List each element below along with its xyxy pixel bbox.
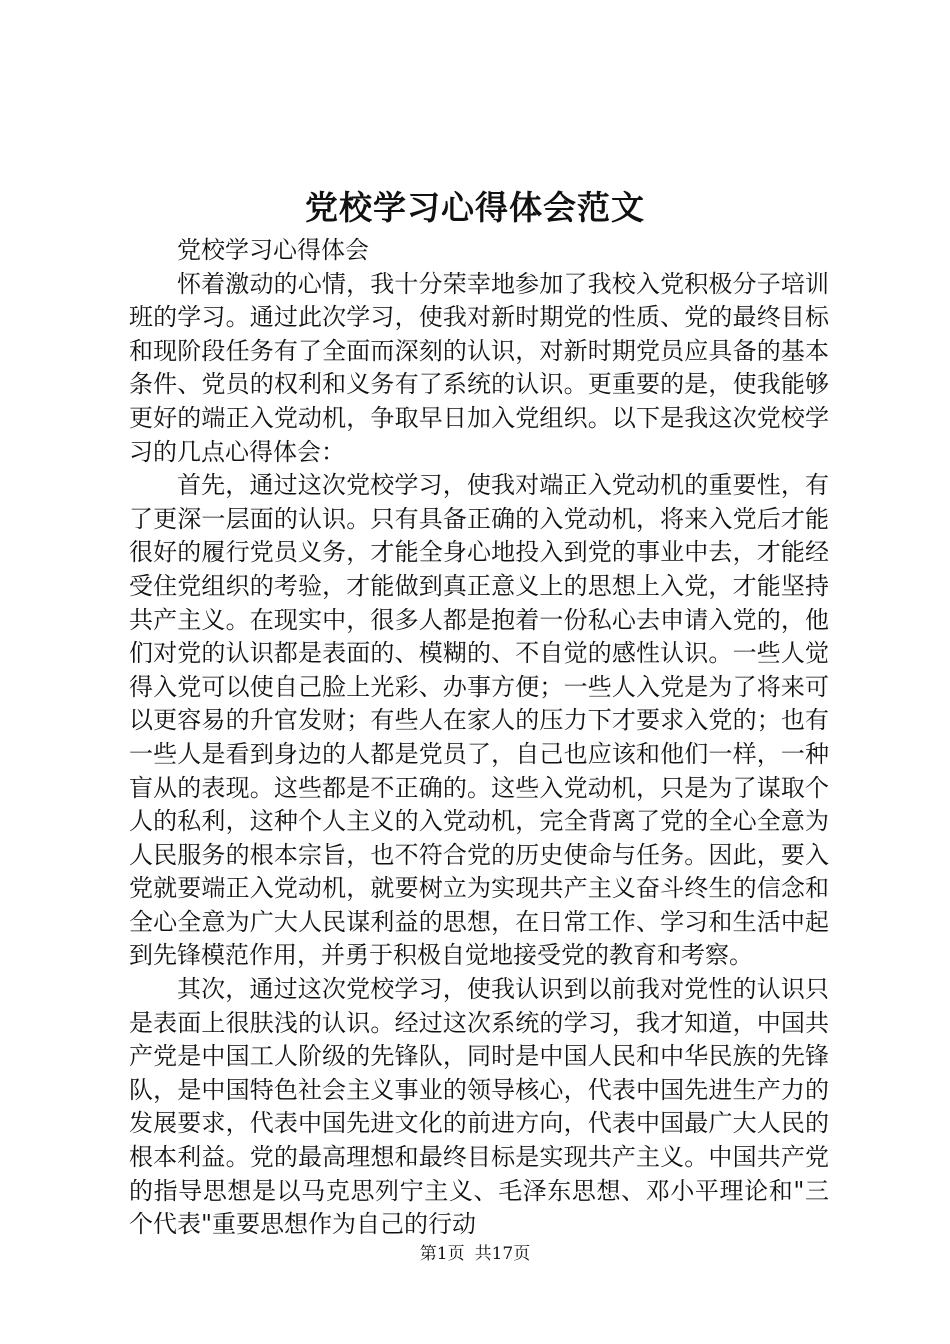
document-body	[129, 234, 829, 1242]
page-footer	[0, 1242, 950, 1266]
page-number: 第1页	[419, 1244, 465, 1264]
body-paragraph: 怀着激动的心情，我十分荣幸地参加了我校入党积极分子培训班的学习。通过此次学习，使我对新时期党的性质、党的最终目标和现阶段任务有了全面而深刻的认识，对新时期党员应具备的基本条件、党员的权利和义务有了系统的认识。更重要的是，使我能够更好的端正入党动机，争取早日加入党组织。以下是我这次党校学习的几点心得体会：	[129, 269, 829, 466]
document-title: 党校学习心得体会范文	[305, 188, 645, 227]
body-paragraph: 首先，通过这次党校学习，使我对端正入党动机的重要性，有了更深一层面的认识。只有具备正确的入党动机，将来入党后才能很好的履行党员义务，才能全身心地投入到党的事业中去，才能经受住党组织的考验，才能做到真正意义上的思想上入党，才能坚持共产主义。在现实中，很多人都是抱着一份私心去申请入党的，他们对党的认识都是表面的、模糊的、不自觉的感性认识。一些人觉得入党可以使自己脸上光彩、办事方便；一些人入党是为了将来可以更容易的升官发财；有些人在家人的压力下才要求入党的；也有一些人是看到身边的人都是党员了，自己也应该和他们一样，一种盲从的表现。这些都是不正确的。这些入党动机，只是为了谋取个人的私利，这种个人主义的入党动机，完全背离了党的全心全意为人民服务的根本宗旨，也不符合党的历史使命与任务。因此，要入党就要端正入党动机，就要树立为实现共产主义奋斗终生的信念和全心全意为广大人民谋利益的思想，在日常工作、学习和生活中起到先锋模范作用，并勇于积极自觉地接受党的教育和考察。	[129, 471, 829, 970]
page-total: 共17页	[474, 1244, 531, 1264]
body-paragraph: 其次，通过这次党校学习，使我认识到以前我对党性的认识只是表面上很肤浅的认识。经过这次系统的学习，我才知道，中国共产党是中国工人阶级的先锋队，同时是中国人民和中华民族的先锋队，是中国特色社会主义事业的领导核心，代表中国先进生产力的发展要求，代表中国先进文化的前进方向，代表中国最广大人民的根本利益。党的最高理想和最终目标是实现共产主义。中国共产党的指导思想是以马克思列宁主义、毛泽东思想、邓小平理论和"三个代表"重要思想作为自己的行动	[129, 975, 829, 1239]
body-paragraph: 党校学习心得体会	[177, 236, 369, 264]
